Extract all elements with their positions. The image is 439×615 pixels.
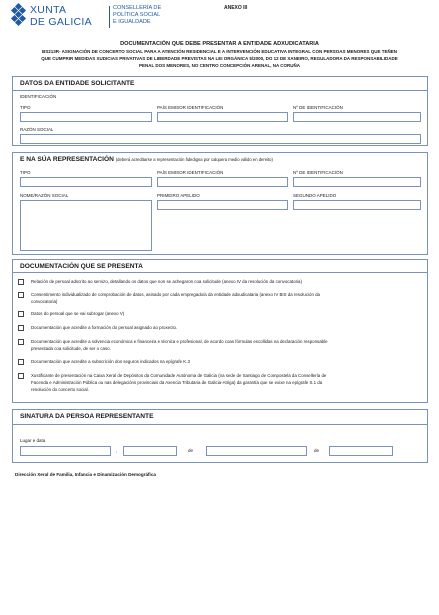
representative-note: (deberá acreditarse a representación fidedigna por calquera medio válido en dereito) xyxy=(115,157,273,162)
rep-id-number-label: Nº DE IDENTIFICACIÓN xyxy=(293,170,343,175)
document-item-text: Documentación que acredite a formación do persoal asignado ao proxecto. xyxy=(31,325,178,330)
xunta-logo xyxy=(12,4,172,30)
document-item-text-line: Consentimento individualizado de comprobación de datos, asinado por cada empregado/a da entidade adxudicataria (anexo IV BIS da resolución da xyxy=(31,292,320,297)
rep-issuing-country-field[interactable] xyxy=(157,177,288,187)
rep-second-surname-field[interactable] xyxy=(293,200,421,210)
document-item-text xyxy=(31,291,423,305)
section-divider xyxy=(13,272,427,273)
company-name-field[interactable] xyxy=(20,134,421,144)
section-divider xyxy=(13,90,427,91)
document-item-text: Documentación que acredite a subscrición dos seguros indicados na epígrafe K.3 xyxy=(31,359,190,364)
signature-section xyxy=(12,409,428,463)
id-number-label: Nº DE IDENTIFICACIÓN xyxy=(293,105,343,110)
annex-label: ANEXO III xyxy=(224,5,248,11)
place-date-label: Lugar e data xyxy=(20,438,46,443)
document-checkbox[interactable] xyxy=(18,292,24,298)
department-line2: POLÍTICA SOCIAL xyxy=(113,12,161,18)
rep-name-label: NOME/RAZÓN SOCIAL xyxy=(20,193,69,198)
logo-divider xyxy=(109,6,110,28)
document-title: DOCUMENTACIÓN QUE DEBE PRESENTAR A ENTIDADE ADXUDICATARIA xyxy=(120,41,319,47)
department-line3: E IGUALDADE xyxy=(113,19,151,25)
rep-first-surname-label: PRIMEIRO APELIDO xyxy=(157,193,200,198)
document-checkbox[interactable] xyxy=(18,279,24,285)
document-checkbox[interactable] xyxy=(18,325,24,331)
document-checkbox[interactable] xyxy=(18,339,24,345)
document-item-text-line: Xustificante de presentación na Caixa Xeral de Depósitos da Comunidade Autónoma de Galicia (na sede de Santiago de Compostela da Consellería de xyxy=(31,373,327,378)
document-item-text: Relación de persoal adscrito ao servizo, detallando os datos que non se achegaron coa solicitude (anexo IV da resolución da convocatoria) xyxy=(31,279,302,284)
id-type-field[interactable] xyxy=(20,112,152,122)
documents-section-title: DOCUMENTACIÓN QUE SE PRESENTA xyxy=(20,263,143,270)
rep-name-field[interactable] xyxy=(20,200,152,251)
de-separator-2: de xyxy=(314,448,320,453)
de-separator-1: de xyxy=(188,448,194,453)
rep-first-surname-field[interactable] xyxy=(157,200,288,210)
rep-id-type-label: TIPO xyxy=(20,170,31,175)
representative-title-text: E NA SÚA REPRESENTACIÓN xyxy=(20,156,114,163)
section-divider xyxy=(13,424,427,425)
identification-label: IDENTIFICACIÓN xyxy=(20,94,57,99)
month-field[interactable] xyxy=(206,446,307,456)
representative-section xyxy=(12,152,428,255)
document-item-text: Datos do persoal que se vai subrogar (anexo V) xyxy=(31,311,125,316)
representative-section-title xyxy=(20,156,273,163)
rep-id-type-field[interactable] xyxy=(20,177,152,187)
rep-issuing-country-label: PAÍS EMISOR IDENTIFICACIÓN xyxy=(157,170,224,175)
document-item-text xyxy=(31,338,423,352)
document-item-text-line: presentada coa solicitude, de ser o caso. xyxy=(31,346,111,351)
signature-section-title: SINATURA DA PERSOA REPRESENTANTE xyxy=(20,413,154,420)
day-field[interactable] xyxy=(123,446,177,456)
document-subtitle-line1: BS213R- ASIGNACIÓN DE CONCERTO SOCIAL PARA A ATENCIÓN RESIDENCIAL E A INTERVENCIÓN EDUCATIVA INTEGRAL CON PERSOAS MENORES QUE TEÑEN xyxy=(42,49,397,54)
rep-second-surname-label: SEGUNDO APELIDO xyxy=(293,193,337,198)
rep-id-number-field[interactable] xyxy=(293,177,421,187)
issuing-country-field[interactable] xyxy=(157,112,288,122)
document-item-text-line: resolución do concerto social. xyxy=(31,387,89,392)
document-subtitle-line3: PENAL DOS MENORES, NO CENTRO CONCEPCIÓN ARENAL, NA CORUÑA xyxy=(138,63,301,68)
issuing-country-label: PAÍS EMISOR IDENTIFICACIÓN xyxy=(157,105,224,110)
id-number-field[interactable] xyxy=(293,112,421,122)
document-subtitle-line2: QUE CUMPRIR MEDIDAS XUDICIAS PRIVATIVAS DE LIBERDADE PREVISTAS NA LEI ORGÁNICA 5/2000, DO 12 DE XANEIRO, REGULADORA DA RESPONSABILIDADE xyxy=(41,56,398,61)
documents-section xyxy=(12,259,428,403)
org-name-line2: DE GALICIA xyxy=(30,16,92,28)
document-item-text-line: Documentación que acredite a solvencia económica e financeira e técnica e profesional, de acordo coas fórmulas escollidas na declaración responsable xyxy=(31,339,328,344)
applicant-section-title: DATOS DA ENTIDADE SOLICITANTE xyxy=(20,80,135,87)
document-item-text xyxy=(31,372,423,393)
footer-directorate: Dirección Xeral de Familia, Infancia e Dinamización Demográfica xyxy=(15,472,156,477)
department-line1: CONSELLERÍA DE xyxy=(113,5,162,11)
document-item-text-line: convocatoria) xyxy=(31,299,58,304)
comma-separator: , xyxy=(116,448,118,453)
document-checkbox[interactable] xyxy=(18,311,24,317)
company-name-label: RAZÓN SOCIAL xyxy=(20,127,54,132)
applicant-section xyxy=(12,76,428,146)
year-field[interactable] xyxy=(329,446,393,456)
place-field[interactable] xyxy=(20,446,111,456)
xunta-emblem-icon xyxy=(12,4,25,28)
document-item-text-line: Facenda e Administración Pública ou nas delegacións provinciais da Axencia Tributaria de Galicia-Atriga) da garantía que se exixe na epígrafe S.1 da xyxy=(31,380,323,385)
document-checkbox[interactable] xyxy=(18,359,24,365)
org-name-line1: XUNTA xyxy=(30,4,67,16)
document-checkbox[interactable] xyxy=(18,373,24,379)
id-type-label: TIPO xyxy=(20,105,31,110)
